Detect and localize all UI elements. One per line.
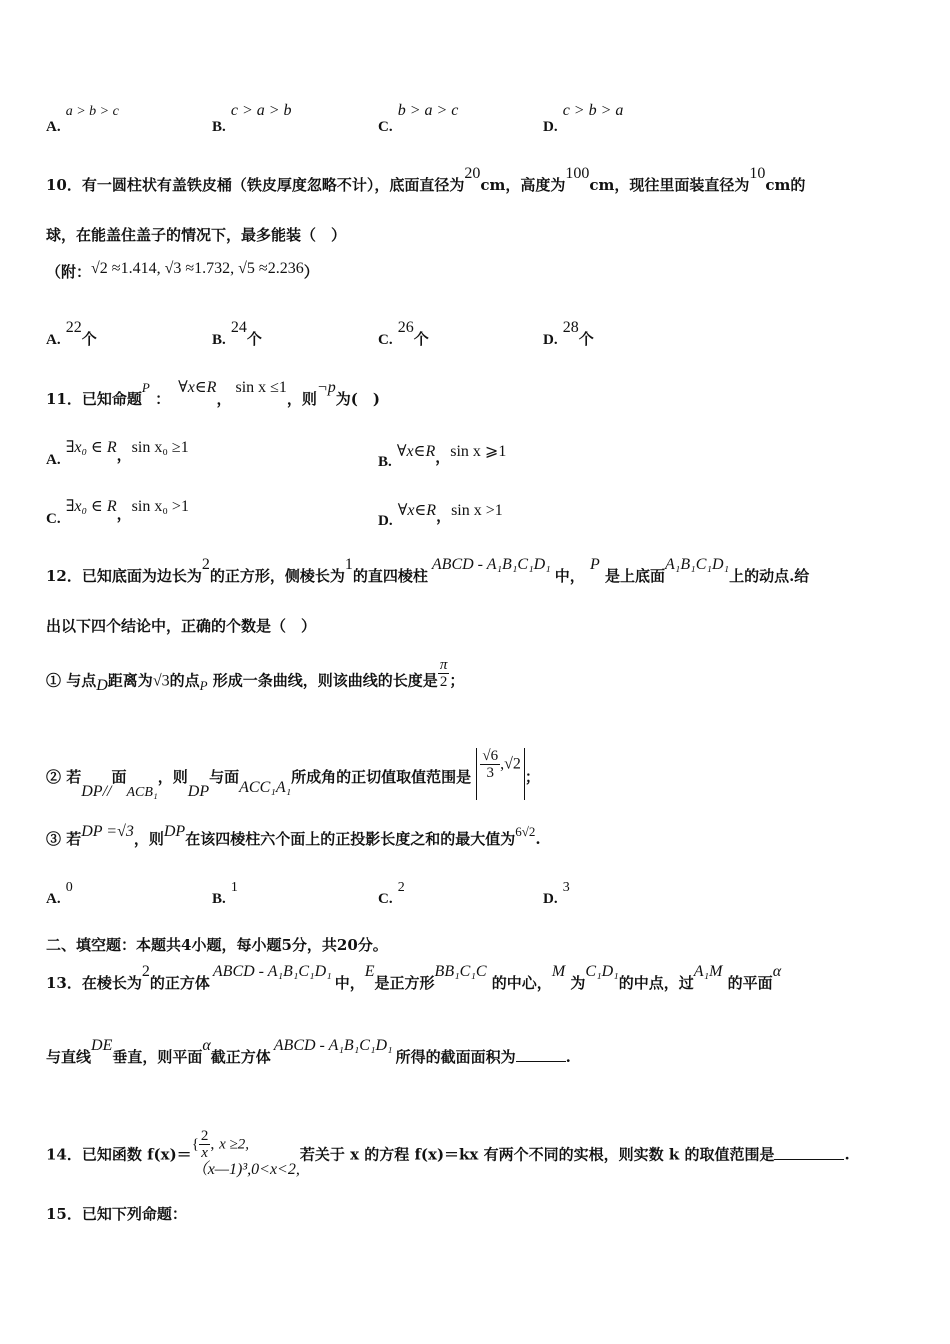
option-label: A.: [46, 891, 61, 907]
q12-text: 上的动点.给: [729, 567, 810, 585]
q13-m: M: [551, 963, 566, 980]
fraction-numerator: √6: [482, 748, 499, 764]
q13-text: 所得的截面面积为: [395, 1048, 516, 1066]
q14-case-1: { $\frac{2}{x}$ , x ≥2,: [191, 1128, 250, 1161]
q10-option-b: [212, 316, 262, 348]
q12-option-d: [543, 876, 570, 907]
q14-text: 若关于 x 的方程 f(x)＝kx 有两个不同的实根，则实数 k 的取值范围是: [299, 1145, 775, 1164]
q12-p: P: [199, 677, 208, 693]
option-label: D.: [378, 513, 393, 529]
q12-pi-over-2: [438, 657, 450, 690]
q12-text: .: [535, 830, 541, 848]
q12-acb1: ACB₁: [126, 785, 158, 800]
q12-text: 的正方形，侧棱长为: [209, 567, 345, 585]
q13-e: E: [364, 963, 375, 980]
q12-text: ② 若: [46, 768, 82, 786]
q10-note-math: √2 ≈1.414, √3 ≈1.732, √5 ≈2.236: [91, 260, 304, 277]
q10-sphere-diameter: 10: [749, 165, 766, 182]
option-unit: 个: [246, 332, 262, 348]
q10-height: 100: [565, 165, 590, 182]
q13-text: 与直线: [46, 1048, 92, 1066]
q12-num: 2: [201, 556, 210, 573]
option-label: B.: [212, 332, 226, 348]
option-math: ∃x₀ ∈ R: [65, 439, 117, 456]
q12-dp: DP: [187, 783, 210, 800]
option-math: sin x >1: [451, 502, 503, 519]
q13-text: 的平面: [727, 974, 773, 992]
section-heading: 二、填空题：本题共4小题，每小题5分，共20分。: [46, 936, 388, 954]
q11-forall: ∀x∈R: [178, 379, 217, 396]
q13-line2: [46, 1037, 571, 1067]
q11-text: ，则: [286, 390, 317, 408]
q12-text: ；: [449, 671, 465, 690]
q10-diameter: 20: [464, 165, 481, 182]
option-math: c > b > a: [562, 102, 624, 119]
option-label: B.: [378, 454, 392, 470]
option-label: D.: [543, 891, 558, 907]
q12-option-b: [212, 876, 238, 907]
q12-statement-1: [46, 657, 465, 698]
q13-cube: ABCD - A₁B₁C₁D₁: [212, 963, 332, 980]
q11-option-a: A. ∃x₀ ∈ R，sin x₀ ≥1: [46, 439, 189, 468]
q13-a1m: A₁M: [693, 963, 723, 980]
q13-text: .: [565, 1048, 571, 1066]
q12-text: 面: [111, 768, 127, 786]
q12-line2: 出以下四个结论中，正确的个数是（ ）: [46, 617, 317, 635]
q12-text: 与面: [209, 768, 240, 786]
q13-alpha: α: [202, 1037, 211, 1054]
q13-text: 垂直，则平面: [112, 1048, 203, 1066]
fraction-numerator: 2: [200, 1128, 209, 1144]
q14-text: .: [844, 1145, 850, 1164]
q12-text: ③ 若: [46, 830, 82, 848]
option-math: sin x ⩾1: [450, 443, 507, 460]
option-label: A.: [46, 452, 61, 468]
q14-line: [46, 1130, 850, 1181]
q14-piecewise: [192, 1128, 300, 1179]
option-math: ∃x₀ ∈ R: [65, 498, 117, 515]
option-label: A.: [46, 332, 61, 348]
option-label: A.: [46, 119, 61, 135]
option-label: C.: [46, 511, 61, 527]
q10-option-a: [46, 316, 97, 348]
q12-text: 在该四棱柱六个面上的正投影长度之和的最大值为: [185, 830, 516, 848]
q13-text: 的中心，: [491, 974, 552, 992]
q13-num: 2: [141, 963, 150, 980]
q12-option-a: [46, 876, 73, 907]
q12-text: 距离为: [107, 671, 153, 690]
q10-line2: 球，在能盖住盖子的情况下，最多能装（ ）: [46, 226, 347, 244]
q12-text: ，则: [133, 830, 164, 848]
q12-option-c: [378, 876, 405, 907]
q12-dp-eq: DP =√3: [81, 823, 134, 840]
q12-acc1a1: ACC₁A₁: [239, 779, 292, 796]
q12-text: 的点: [169, 671, 200, 690]
q12-text: 12．已知底面为边长为: [46, 567, 202, 585]
q12-text: ；: [524, 768, 540, 786]
q9-option-c: [378, 100, 459, 135]
q11-text: ：: [155, 390, 171, 408]
q13-line1: [46, 963, 782, 993]
q10-text: cm，现往里面装直径为: [589, 176, 750, 194]
option-label: C.: [378, 119, 393, 135]
q11-stem: [46, 379, 380, 409]
q10-line1: [46, 165, 806, 195]
option-number: 0: [65, 880, 73, 895]
fraction-denominator: x: [201, 1145, 208, 1161]
q13-cube: ABCD - A₁B₁C₁D₁: [273, 1037, 393, 1054]
q10-note-open: （附：: [46, 263, 92, 281]
option-label: C.: [378, 891, 393, 907]
q10-option-c: [378, 316, 429, 348]
option-number: 28: [562, 319, 579, 336]
q12-sqrt6-over-3: [480, 748, 500, 781]
q12-text: ，则: [157, 768, 188, 786]
q15-line: 15．已知下列命题：: [46, 1205, 187, 1223]
q12-interval: $\frac{√6}{3}$ ,√2: [476, 748, 525, 800]
q13-face: BB₁C₁C: [434, 963, 487, 980]
option-unit: 个: [413, 332, 429, 348]
fraction-numerator: π: [439, 657, 448, 673]
q12-line1: [46, 556, 810, 586]
q12-dp: DP//: [81, 783, 112, 800]
option-label: D.: [543, 332, 558, 348]
q9-option-a: [46, 100, 119, 135]
q14-case-2: （x—1)³,0<x<2,: [191, 1161, 300, 1178]
q9-option-d: [543, 100, 624, 135]
q13-text: 截正方体: [210, 1048, 271, 1066]
q10-note: [46, 261, 319, 282]
q10-text: cm的: [765, 176, 806, 194]
option-unit: 个: [578, 332, 594, 348]
q13-text: 的中点，过: [618, 974, 694, 992]
q13-c1d1: C₁D₁: [585, 963, 619, 980]
option-number: 1: [230, 880, 238, 895]
q12-prism: ABCD - A₁B₁C₁D₁: [431, 556, 551, 573]
q13-text: 13．在棱长为: [46, 974, 142, 992]
q12-text: ① 与点: [46, 671, 97, 690]
q12-top-face: A₁B₁C₁D₁: [665, 556, 730, 573]
q11-option-b: B. ∀x∈R，sin x ⩾1: [378, 443, 507, 470]
option-label: B.: [212, 891, 226, 907]
option-unit: 个: [81, 332, 97, 348]
q9-option-b: [212, 100, 292, 135]
q13-de: DE: [91, 1037, 113, 1054]
q12-point-d: D: [96, 676, 108, 694]
q14-case1-text: x ≥2,: [219, 1136, 250, 1153]
q12-text: 是上底面: [605, 567, 666, 585]
option-number: 2: [397, 880, 405, 895]
option-number: 24: [230, 319, 247, 336]
q11-negp: ¬p: [316, 379, 336, 396]
q10-option-d: [543, 316, 594, 348]
fraction-denominator: 3: [486, 765, 495, 781]
q11-p: P: [141, 380, 150, 395]
q13-alpha: α: [772, 963, 782, 980]
q13-answer-blank[interactable]: [516, 1061, 566, 1062]
q10-text: cm，高度为: [480, 176, 566, 194]
option-number: 22: [65, 319, 82, 336]
q10-text: 10．有一圆柱状有盖铁皮桶（铁皮厚度忽略不计），底面直径为: [46, 176, 465, 194]
q11-option-c: C. ∃x₀ ∈ R，sin x₀ >1: [46, 498, 189, 527]
option-math: ∀x∈R: [396, 443, 436, 460]
q12-text: 所成角的正切值取值范围是: [291, 768, 472, 786]
q13-text: 为: [570, 974, 586, 992]
option-label: D.: [543, 119, 558, 135]
q12-num: 1: [344, 556, 353, 573]
q12-sqrt3: √3: [152, 672, 170, 690]
q12-p: P: [590, 556, 600, 573]
q12-statement-2: [46, 748, 540, 804]
option-math: sin x₀ ≥1: [131, 439, 189, 456]
option-math: ∀x∈R: [397, 502, 437, 519]
q11-option-d: D. ∀x∈R，sin x >1: [378, 502, 503, 529]
q11-text: 为( ): [335, 390, 380, 408]
q12-text: 中，: [554, 567, 585, 585]
fraction-denominator: 2: [439, 674, 448, 690]
q12-text: 的直四棱柱: [352, 567, 428, 585]
q13-text: 的正方体: [149, 974, 210, 992]
option-number: 26: [397, 319, 414, 336]
q14-answer-blank[interactable]: [774, 1159, 844, 1160]
q12-dp: DP: [163, 823, 186, 840]
option-math: b > a > c: [397, 102, 459, 119]
option-math: a > b > c: [65, 104, 119, 119]
q14-text: 14．已知函数 f(x)＝: [46, 1145, 192, 1164]
q14-fraction: [199, 1128, 211, 1161]
option-label: C.: [378, 332, 393, 348]
q13-text: 是正方形: [374, 974, 435, 992]
option-math: sin x₀ >1: [131, 498, 189, 515]
q13-text: 中，: [334, 974, 365, 992]
q12-sqrt2: √2: [504, 755, 521, 773]
q11-text: 11．已知命题: [46, 390, 142, 408]
q11-text: ，: [216, 390, 232, 408]
option-number: 3: [562, 880, 570, 895]
option-math: c > a > b: [230, 102, 292, 119]
q12-max: 6√2: [515, 824, 536, 839]
q12-text: 形成一条曲线，则该曲线的长度是: [212, 671, 438, 690]
q10-note-close: ）: [303, 263, 319, 281]
q11-sin: sin x ≤1: [235, 379, 287, 396]
option-label: B.: [212, 119, 226, 135]
q12-statement-3: [46, 823, 541, 849]
